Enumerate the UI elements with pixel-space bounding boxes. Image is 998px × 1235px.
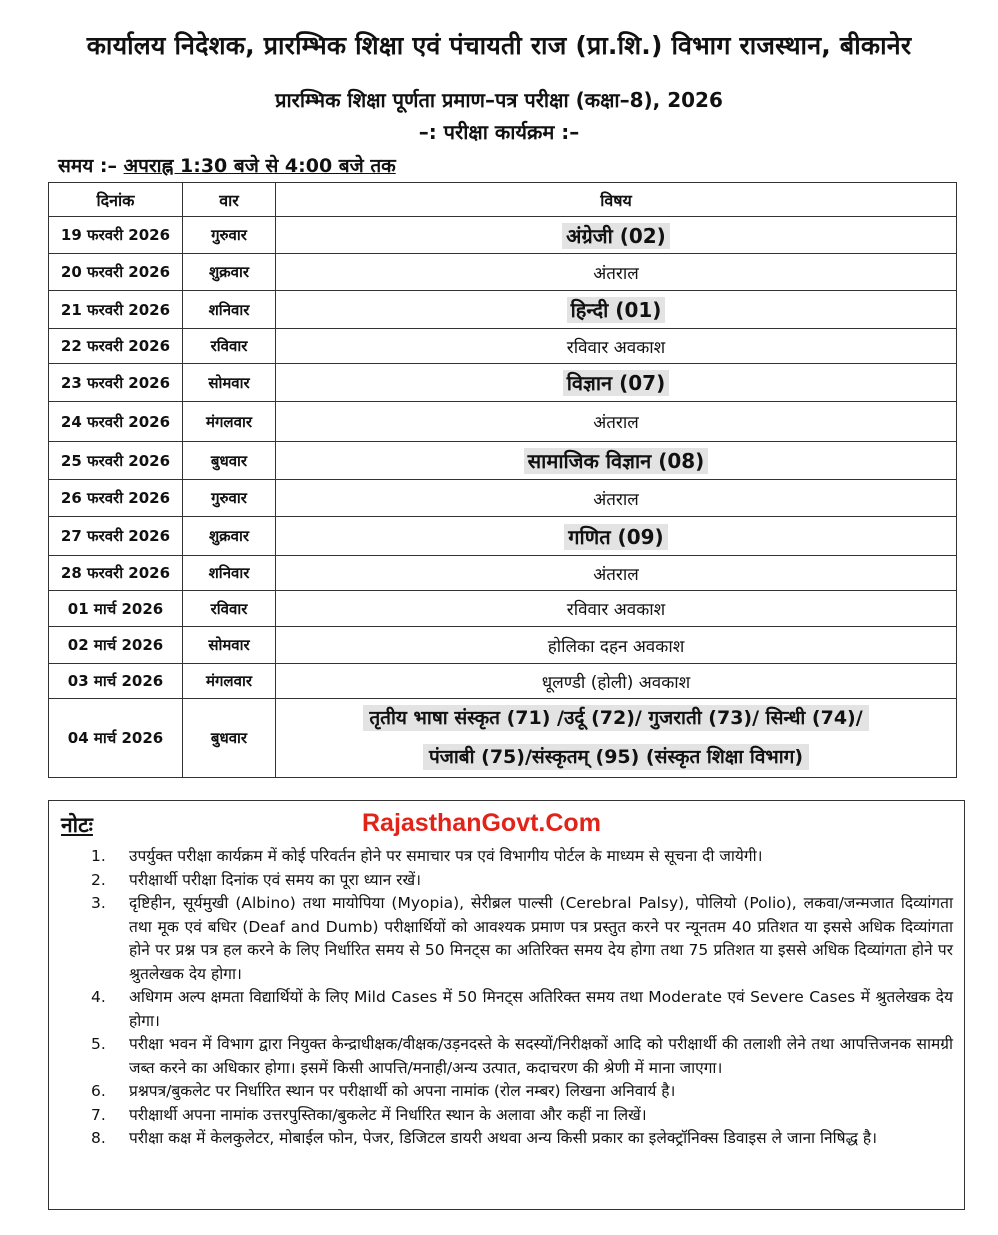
exam-subject-label: विज्ञान (07) <box>563 370 669 396</box>
row-subject <box>276 517 957 556</box>
row-date: 26 फरवरी 2026 <box>49 480 183 517</box>
note-number: 6. <box>91 1082 106 1100</box>
notes-box <box>48 800 965 1210</box>
list-item <box>91 1127 953 1151</box>
row-date: 28 फरवरी 2026 <box>49 556 183 591</box>
note-number: 7. <box>91 1105 106 1124</box>
table-row <box>49 556 957 591</box>
exam-title: प्रारम्भिक शिक्षा पूर्णता प्रमाण–पत्र परीक्षा (कक्षा–8), 2026 <box>275 88 723 112</box>
list-item <box>91 986 953 1033</box>
row-subject <box>276 699 957 778</box>
row-day: मंगलवार <box>183 664 276 699</box>
language-subjects-line1: तृतीय भाषा संस्कृत (71) /उर्दू (72)/ गुजराती (73)/ सिन्धी (74)/ <box>363 705 868 731</box>
list-item <box>91 845 953 869</box>
note-text: उपर्युक्त परीक्षा कार्यक्रम में कोई परिवर्तन होने पर समाचार पत्र एवं विभागीय पोर्टल के माध्यम से सूचना दी जायेगी। <box>129 847 763 865</box>
note-number: 8. <box>91 1129 106 1147</box>
row-day: गुरुवार <box>183 480 276 517</box>
table-row <box>49 591 957 627</box>
row-date: 20 फरवरी 2026 <box>49 254 183 291</box>
note-text: प्रश्नपत्र/बुकलेट पर निर्धारित स्थान पर परीक्षार्थी को अपना नामांक (रोल नम्बर) लिखना अनिवार्य है। <box>129 1082 676 1100</box>
note-number: 4. <box>91 988 106 1006</box>
notes-label: नोटः <box>61 813 93 837</box>
row-day: मंगलवार <box>183 402 276 442</box>
table-row <box>49 291 957 329</box>
row-day: शनिवार <box>183 291 276 329</box>
row-subject: रविवार अवकाश <box>276 591 957 627</box>
row-subject: अंतराल <box>276 556 957 591</box>
list-item <box>91 869 953 893</box>
row-date: 21 फरवरी 2026 <box>49 291 183 329</box>
note-text: परीक्षा भवन में विभाग द्वारा नियुक्त केन्द्राधीक्षक/वीक्षक/उड़नदस्ते के सदस्यों/निरीक्षकों आदि को परीक्षार्थी की तलाशी लेने तथा आपत्तिजनक सामग्री जब्त करने का अधिकार होगा। इसमें किसी आपत्ति/मनाही/अन्य उत्पात, कदाचरण की श्रेणी में माना जाएगा। <box>129 1035 953 1077</box>
row-subject: धूलण्डी (होली) अवकाश <box>276 664 957 699</box>
row-date: 03 मार्च 2026 <box>49 664 183 699</box>
row-date: 02 मार्च 2026 <box>49 627 183 664</box>
note-text: परीक्षा कक्ष में केलकुलेटर, मोबाईल फोन, पेजर, डिजिटल डायरी अथवा अन्य किसी प्रकार का इलेक्ट्रॉनिक्स डिवाइस ले जाना निषिद्ध है। <box>129 1129 878 1147</box>
table-header-row <box>49 183 957 217</box>
schedule-heading: –: परीक्षा कार्यक्रम :– <box>418 120 580 144</box>
note-number: 3. <box>91 894 106 912</box>
row-day: शनिवार <box>183 556 276 591</box>
row-date: 27 फरवरी 2026 <box>49 517 183 556</box>
list-item <box>91 1080 953 1104</box>
row-day: रविवार <box>183 329 276 364</box>
table-row <box>49 254 957 291</box>
table-row <box>49 442 957 480</box>
note-text: परीक्षार्थी अपना नामांक उत्तरपुस्तिका/बुकलेट में निर्धारित स्थान के अलावा और कहीं ना लिखें। <box>129 1105 647 1124</box>
exam-subject-label: सामाजिक विज्ञान (08) <box>524 448 709 474</box>
row-subject: अंतराल <box>276 254 957 291</box>
exam-timing <box>58 152 396 178</box>
table-row <box>49 699 957 778</box>
row-subject: अंतराल <box>276 402 957 442</box>
row-subject <box>276 442 957 480</box>
exam-subject-label: हिन्दी (01) <box>567 297 666 323</box>
list-item <box>91 1033 953 1080</box>
row-day: बुधवार <box>183 699 276 778</box>
table-row <box>49 402 957 442</box>
row-subject <box>276 291 957 329</box>
table-row <box>49 329 957 364</box>
table-row <box>49 627 957 664</box>
row-date: 04 मार्च 2026 <box>49 699 183 778</box>
exam-schedule-table <box>48 182 957 778</box>
row-day: शुक्रवार <box>183 517 276 556</box>
language-subjects-line2: पंजाबी (75)/संस्कृतम् (95) (संस्कृत शिक्षा विभाग) <box>423 744 809 770</box>
column-header-subject: विषय <box>276 183 957 217</box>
column-header-date: दिनांक <box>49 183 183 217</box>
row-subject: अंतराल <box>276 480 957 517</box>
table-row <box>49 217 957 254</box>
list-item <box>91 892 953 986</box>
table-row <box>49 517 957 556</box>
row-subject <box>276 217 957 254</box>
row-subject <box>276 364 957 402</box>
row-date: 22 फरवरी 2026 <box>49 329 183 364</box>
row-date: 25 फरवरी 2026 <box>49 442 183 480</box>
site-watermark: RajasthanGovt.Com <box>362 809 601 837</box>
row-date: 24 फरवरी 2026 <box>49 402 183 442</box>
row-day: शुक्रवार <box>183 254 276 291</box>
timing-label: समय :– <box>58 155 117 177</box>
timing-value: अपराह्न 1:30 बजे से 4:00 बजे तक <box>123 155 396 177</box>
notes-list <box>91 845 953 1151</box>
row-subject: रविवार अवकाश <box>276 329 957 364</box>
office-title: कार्यालय निदेशक, प्रारम्भिक शिक्षा एवं पंचायती राज (प्रा.शि.) विभाग राजस्थान, बीकानेर <box>86 31 912 60</box>
table-row <box>49 480 957 517</box>
row-day: सोमवार <box>183 627 276 664</box>
note-number: 1. <box>91 847 106 865</box>
note-number: 2. <box>91 870 106 889</box>
note-text: अधिगम अल्प क्षमता विद्यार्थियों के लिए Mild Cases में 50 मिनट्स अतिरिक्त समय तथा Moderate एवं Severe Cases में श्रुतलेखक देय होगा। <box>129 988 953 1030</box>
exam-subject-label: गणित (09) <box>564 524 667 550</box>
table-row <box>49 364 957 402</box>
note-text: दृष्टिहीन, सूर्यमुखी (Albino) तथा मायोपिया (Myopia), सेरीब्रल पाल्सी (Cerebral Palsy), पोलियो (Polio), लकवा/जन्मजात दिव्यांगता तथा मूक एवं बधिर (Deaf and Dumb) परीक्षार्थियों को आवश्यक प्रमाण पत्र प्रस्तुत करने पर न्यूनतम 40 प्रतिशत या इससे अधिक दिव्यांगता होने पर प्रश्न पत्र हल करने के लिए निर्धारित समय से 50 मिनट्स का अतिरिक्त समय देय होगा तथा 75 प्रतिशत या इससे अधिक दिव्यांगता होने पर श्रुतलेखक देय होगा। <box>129 894 953 983</box>
column-header-day: वार <box>183 183 276 217</box>
row-day: रविवार <box>183 591 276 627</box>
row-day: बुधवार <box>183 442 276 480</box>
note-text: परीक्षार्थी परीक्षा दिनांक एवं समय का पूरा ध्यान रखें। <box>129 870 422 889</box>
row-date: 23 फरवरी 2026 <box>49 364 183 402</box>
note-number: 5. <box>91 1035 106 1053</box>
row-date: 01 मार्च 2026 <box>49 591 183 627</box>
table-row <box>49 664 957 699</box>
row-day: गुरुवार <box>183 217 276 254</box>
row-day: सोमवार <box>183 364 276 402</box>
exam-subject-label: अंग्रेजी (02) <box>562 223 670 249</box>
row-subject: होलिका दहन अवकाश <box>276 627 957 664</box>
row-date: 19 फरवरी 2026 <box>49 217 183 254</box>
list-item <box>91 1104 953 1128</box>
